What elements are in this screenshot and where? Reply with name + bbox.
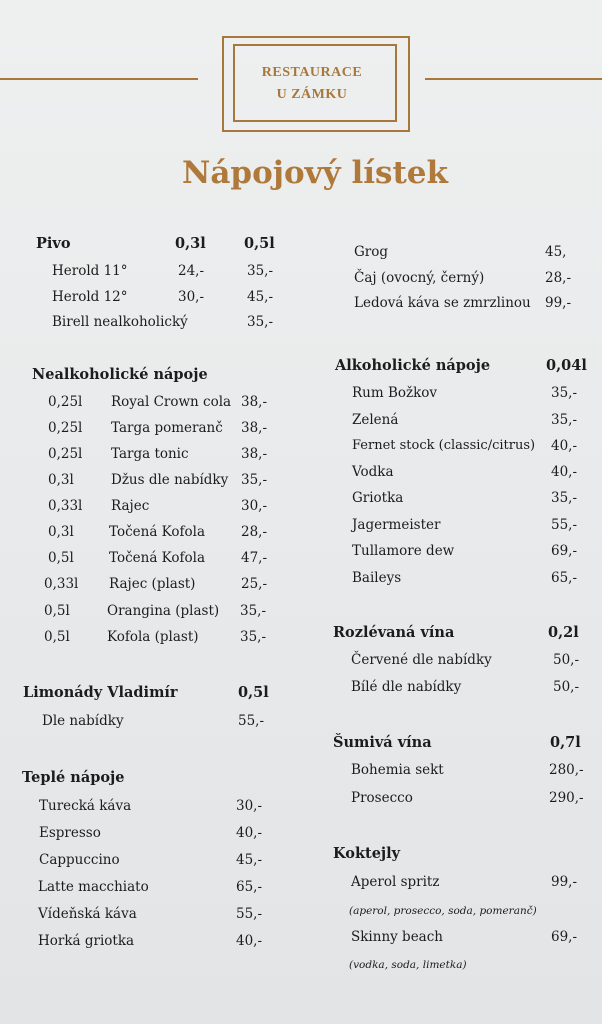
list-item-name: Targa pomeranč: [111, 420, 223, 436]
list-item-price: 99,-: [551, 874, 578, 890]
list-item-price: 38,-: [241, 420, 268, 436]
list-item-price: 35,-: [247, 314, 274, 330]
list-item-note: (vodka, soda, limetka): [349, 959, 467, 971]
sumiva-heading: Šumivá vína: [333, 734, 432, 751]
nealko-heading: Nealkoholické nápoje: [32, 366, 208, 383]
limonady-heading: Limonády Vladimír: [23, 684, 178, 701]
list-item-volume: 0,3l: [48, 524, 74, 540]
list-item-price: 35,-: [241, 472, 268, 488]
limonady-size: 0,5l: [238, 684, 269, 701]
logo-line-2: U ZÁMKU: [276, 87, 348, 102]
list-item-name: Červené dle nabídky: [351, 652, 492, 668]
list-item-name: Herold 12°: [52, 289, 128, 305]
list-item-name: Aperol spritz: [351, 874, 440, 890]
list-item-name: Baileys: [352, 570, 402, 586]
vina-heading: Rozlévaná vína: [333, 624, 455, 641]
koktejly-heading: Koktejly: [333, 845, 401, 862]
pivo-heading: Pivo: [36, 235, 71, 252]
list-item-volume: 0,33l: [48, 498, 83, 514]
list-item-price: 38,-: [241, 446, 268, 462]
list-item-price: 45,-: [236, 852, 263, 868]
alko-size: 0,04l: [546, 357, 587, 374]
list-item-name: Čaj (ovocný, černý): [354, 270, 485, 286]
list-item-name: Točená Kofola: [109, 524, 206, 540]
list-item-name: Točená Kofola: [109, 550, 206, 566]
list-item-name: Jagermeister: [352, 517, 441, 533]
list-item-price: 69,-: [551, 929, 578, 945]
list-item-name: Rajec (plast): [109, 576, 196, 592]
alko-heading: Alkoholické nápoje: [335, 357, 491, 374]
list-item-name: Rum Božkov: [352, 385, 438, 401]
list-item-volume: 0,25l: [48, 446, 83, 462]
list-item-name: Espresso: [39, 825, 101, 841]
list-item-price: 50,-: [553, 652, 580, 668]
list-item-price: 280,-: [549, 762, 584, 778]
list-item-name: Vídeňská káva: [38, 906, 137, 922]
vina-size: 0,2l: [548, 624, 579, 641]
list-item-price: 35,-: [551, 412, 578, 428]
list-item-price: 35,-: [240, 629, 267, 645]
list-item-name: Ledová káva se zmrzlinou: [354, 295, 531, 311]
list-item-price: 24,-: [178, 263, 205, 279]
list-item-price: 35,-: [551, 385, 578, 401]
list-item-name: Orangina (plast): [107, 603, 220, 619]
list-item-volume: 0,5l: [44, 603, 70, 619]
list-item-price: 28,-: [545, 270, 572, 286]
list-item-name: Targa tonic: [111, 446, 189, 462]
list-item-price: 290,-: [549, 790, 584, 806]
list-item-volume: 0,5l: [48, 550, 74, 566]
header-rule-right: [425, 78, 602, 80]
list-item-name: Royal Crown cola: [111, 394, 232, 410]
sumiva-size: 0,7l: [550, 734, 581, 751]
list-item-price: 69,-: [551, 543, 578, 559]
pivo-size-2: 0,5l: [244, 235, 275, 252]
list-item-name: Bílé dle nabídky: [351, 679, 462, 695]
list-item-price: 25,-: [241, 576, 268, 592]
list-item-price: 30,-: [236, 798, 263, 814]
list-item-name: Grog: [354, 244, 389, 260]
list-item-price: 45,-: [247, 289, 274, 305]
list-item-price: 40,-: [551, 438, 578, 454]
list-item-price: 40,-: [551, 464, 578, 480]
list-item-price: 40,-: [236, 825, 263, 841]
list-item-price: 30,-: [178, 289, 205, 305]
list-item-price: 50,-: [553, 679, 580, 695]
list-item-note: (aperol, prosecco, soda, pomeranč): [349, 905, 537, 917]
list-item-volume: 0,25l: [48, 420, 83, 436]
list-item-price: 65,-: [236, 879, 263, 895]
list-item-price: 35,-: [240, 603, 267, 619]
list-item-name: Kofola (plast): [107, 629, 199, 645]
list-item-price: 55,-: [238, 713, 265, 729]
list-item-name: Fernet stock (classic/citrus): [352, 438, 536, 453]
list-item-price: 99,-: [545, 295, 572, 311]
list-item-name: Birell nealkoholický: [52, 314, 188, 330]
list-item-volume: 0,25l: [48, 394, 83, 410]
page-title: Nápojový lístek: [181, 155, 448, 191]
list-item-price: 45,: [545, 244, 567, 260]
teple-heading: Teplé nápoje: [22, 769, 125, 786]
list-item-name: Cappuccino: [39, 852, 120, 868]
list-item-name: Herold 11°: [52, 263, 128, 279]
list-item-volume: 0,5l: [44, 629, 70, 645]
list-item-name: Zelená: [352, 412, 399, 428]
logo-line-1: RESTAURACE: [261, 65, 363, 80]
list-item-price: 55,-: [551, 517, 578, 533]
list-item-price: 40,-: [236, 933, 263, 949]
list-item-name: Džus dle nabídky: [111, 472, 229, 488]
list-item-price: 30,-: [241, 498, 268, 514]
list-item-name: Rajec: [111, 498, 150, 514]
list-item-volume: 0,33l: [44, 576, 79, 592]
list-item-price: 38,-: [241, 394, 268, 410]
list-item-price: 65,-: [551, 570, 578, 586]
list-item-name: Prosecco: [351, 790, 413, 806]
list-item-volume: 0,3l: [48, 472, 74, 488]
pivo-size-1: 0,3l: [175, 235, 206, 252]
list-item-name: Bohemia sekt: [351, 762, 444, 778]
list-item-name: Horká griotka: [38, 933, 135, 949]
list-item-name: Turecká káva: [39, 798, 132, 814]
list-item-name: Vodka: [352, 464, 394, 480]
header-rule-left: [0, 78, 198, 80]
list-item-price: 35,-: [247, 263, 274, 279]
list-item-price: 28,-: [241, 524, 268, 540]
list-item-name: Latte macchiato: [38, 879, 149, 895]
list-item-price: 47,-: [241, 550, 268, 566]
list-item-name: Skinny beach: [351, 929, 443, 945]
list-item-name: Dle nabídky: [42, 713, 124, 729]
list-item-name: Griotka: [352, 490, 404, 506]
list-item-price: 35,-: [551, 490, 578, 506]
list-item-price: 55,-: [236, 906, 263, 922]
list-item-name: Tullamore dew: [352, 543, 455, 559]
logo-frame-inner: [233, 44, 397, 122]
